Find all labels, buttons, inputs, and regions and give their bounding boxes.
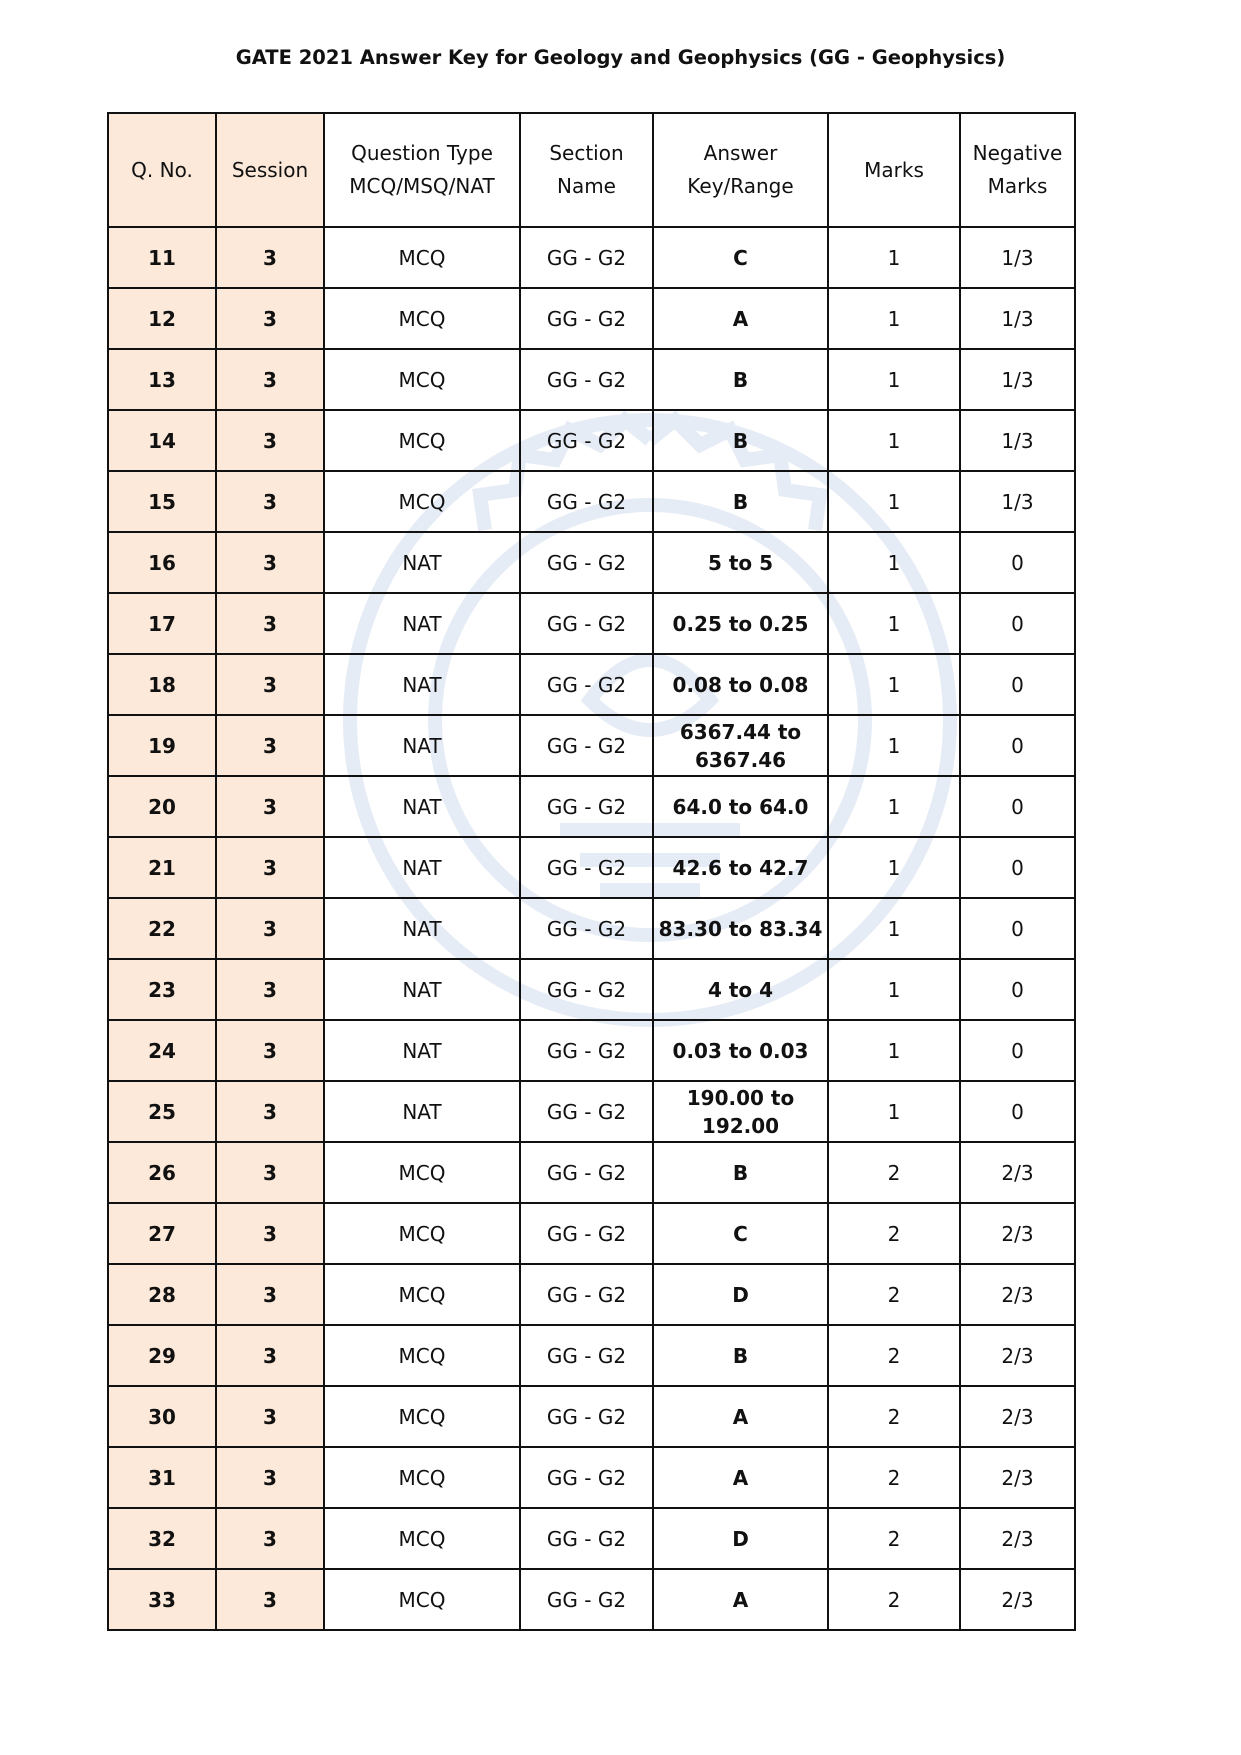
answer-key-cell: 0.25 to 0.25 [653, 593, 828, 654]
answer-key-table [107, 112, 1076, 1631]
table-row [108, 1569, 1075, 1630]
q-no-cell: 23 [108, 959, 216, 1020]
negative-marks-cell: 1/3 [960, 471, 1075, 532]
negative-marks-cell: 2/3 [960, 1264, 1075, 1325]
table-row [108, 959, 1075, 1020]
question-type-cell: NAT [324, 837, 520, 898]
marks-cell: 1 [828, 1020, 960, 1081]
question-type-cell: NAT [324, 532, 520, 593]
question-type-cell: MCQ [324, 1386, 520, 1447]
answer-key-cell: 83.30 to 83.34 [653, 898, 828, 959]
header-row [108, 113, 1075, 227]
session-cell: 3 [216, 410, 324, 471]
negative-marks-cell: 2/3 [960, 1386, 1075, 1447]
marks-cell: 1 [828, 1081, 960, 1142]
session-cell: 3 [216, 349, 324, 410]
session-cell: 3 [216, 1142, 324, 1203]
negative-marks-cell: 2/3 [960, 1508, 1075, 1569]
section-name-cell: GG - G2 [520, 471, 653, 532]
question-type-cell: MCQ [324, 1203, 520, 1264]
question-type-cell: NAT [324, 1020, 520, 1081]
table-row [108, 288, 1075, 349]
header-question-type: Question Type MCQ/MSQ/NAT [324, 113, 520, 227]
table-row [108, 898, 1075, 959]
session-cell: 3 [216, 959, 324, 1020]
section-name-cell: GG - G2 [520, 1264, 653, 1325]
marks-cell: 1 [828, 288, 960, 349]
negative-marks-cell: 0 [960, 959, 1075, 1020]
section-name-cell: GG - G2 [520, 1325, 653, 1386]
question-type-cell: MCQ [324, 227, 520, 288]
negative-marks-cell: 0 [960, 593, 1075, 654]
table-row [108, 349, 1075, 410]
section-name-cell: GG - G2 [520, 1508, 653, 1569]
negative-marks-cell: 0 [960, 715, 1075, 776]
section-name-cell: GG - G2 [520, 410, 653, 471]
table-row [108, 532, 1075, 593]
answer-key-cell: 42.6 to 42.7 [653, 837, 828, 898]
session-cell: 3 [216, 1203, 324, 1264]
marks-cell: 1 [828, 593, 960, 654]
session-cell: 3 [216, 1020, 324, 1081]
negative-marks-cell: 1/3 [960, 410, 1075, 471]
negative-marks-cell: 1/3 [960, 288, 1075, 349]
q-no-cell: 15 [108, 471, 216, 532]
section-name-cell: GG - G2 [520, 837, 653, 898]
q-no-cell: 30 [108, 1386, 216, 1447]
question-type-cell: MCQ [324, 1569, 520, 1630]
table-row [108, 593, 1075, 654]
question-type-cell: NAT [324, 776, 520, 837]
table-row [108, 715, 1075, 776]
question-type-cell: MCQ [324, 349, 520, 410]
question-type-cell: MCQ [324, 1447, 520, 1508]
session-cell: 3 [216, 1386, 324, 1447]
q-no-cell: 32 [108, 1508, 216, 1569]
session-cell: 3 [216, 654, 324, 715]
session-cell: 3 [216, 1264, 324, 1325]
section-name-cell: GG - G2 [520, 654, 653, 715]
table-row [108, 1508, 1075, 1569]
table-row [108, 1264, 1075, 1325]
table-row [108, 776, 1075, 837]
header-q-no: Q. No. [108, 113, 216, 227]
negative-marks-cell: 1/3 [960, 349, 1075, 410]
answer-key-cell: B [653, 410, 828, 471]
section-name-cell: GG - G2 [520, 1386, 653, 1447]
q-no-cell: 12 [108, 288, 216, 349]
question-type-cell: NAT [324, 1081, 520, 1142]
marks-cell: 2 [828, 1447, 960, 1508]
answer-key-cell: 0.08 to 0.08 [653, 654, 828, 715]
session-cell: 3 [216, 837, 324, 898]
negative-marks-cell: 1/3 [960, 227, 1075, 288]
question-type-cell: MCQ [324, 471, 520, 532]
negative-marks-cell: 0 [960, 837, 1075, 898]
question-type-cell: NAT [324, 593, 520, 654]
negative-marks-cell: 2/3 [960, 1447, 1075, 1508]
table-row [108, 837, 1075, 898]
marks-cell: 1 [828, 532, 960, 593]
q-no-cell: 31 [108, 1447, 216, 1508]
header-session: Session [216, 113, 324, 227]
question-type-cell: MCQ [324, 410, 520, 471]
marks-cell: 1 [828, 349, 960, 410]
q-no-cell: 16 [108, 532, 216, 593]
negative-marks-cell: 0 [960, 776, 1075, 837]
section-name-cell: GG - G2 [520, 349, 653, 410]
session-cell: 3 [216, 593, 324, 654]
marks-cell: 1 [828, 898, 960, 959]
question-type-cell: NAT [324, 715, 520, 776]
marks-cell: 1 [828, 654, 960, 715]
marks-cell: 1 [828, 837, 960, 898]
negative-marks-cell: 0 [960, 654, 1075, 715]
negative-marks-cell: 2/3 [960, 1142, 1075, 1203]
q-no-cell: 17 [108, 593, 216, 654]
session-cell: 3 [216, 1569, 324, 1630]
session-cell: 3 [216, 227, 324, 288]
question-type-cell: NAT [324, 654, 520, 715]
answer-key-cell: D [653, 1264, 828, 1325]
session-cell: 3 [216, 1447, 324, 1508]
section-name-cell: GG - G2 [520, 959, 653, 1020]
session-cell: 3 [216, 898, 324, 959]
header-section-name: Section Name [520, 113, 653, 227]
table-row [108, 1325, 1075, 1386]
answer-key-cell: 6367.44 to 6367.46 [653, 715, 828, 776]
session-cell: 3 [216, 532, 324, 593]
table-row [108, 1142, 1075, 1203]
session-cell: 3 [216, 288, 324, 349]
answer-key-cell: 0.03 to 0.03 [653, 1020, 828, 1081]
table-row [108, 471, 1075, 532]
table-row [108, 1203, 1075, 1264]
marks-cell: 1 [828, 776, 960, 837]
answer-key-cell: B [653, 471, 828, 532]
answer-rows [108, 227, 1075, 1630]
question-type-cell: NAT [324, 959, 520, 1020]
section-name-cell: GG - G2 [520, 593, 653, 654]
marks-cell: 1 [828, 410, 960, 471]
negative-marks-cell: 0 [960, 898, 1075, 959]
q-no-cell: 20 [108, 776, 216, 837]
answer-key-cell: A [653, 1569, 828, 1630]
session-cell: 3 [216, 471, 324, 532]
negative-marks-cell: 2/3 [960, 1325, 1075, 1386]
section-name-cell: GG - G2 [520, 1020, 653, 1081]
marks-cell: 2 [828, 1325, 960, 1386]
question-type-cell: NAT [324, 898, 520, 959]
question-type-cell: MCQ [324, 1264, 520, 1325]
session-cell: 3 [216, 1081, 324, 1142]
answer-key-cell: 190.00 to 192.00 [653, 1081, 828, 1142]
q-no-cell: 14 [108, 410, 216, 471]
session-cell: 3 [216, 776, 324, 837]
section-name-cell: GG - G2 [520, 1447, 653, 1508]
header-marks: Marks [828, 113, 960, 227]
answer-key-cell: C [653, 227, 828, 288]
negative-marks-cell: 0 [960, 532, 1075, 593]
table-row [108, 1386, 1075, 1447]
marks-cell: 2 [828, 1569, 960, 1630]
negative-marks-cell: 2/3 [960, 1203, 1075, 1264]
q-no-cell: 11 [108, 227, 216, 288]
marks-cell: 1 [828, 227, 960, 288]
section-name-cell: GG - G2 [520, 1142, 653, 1203]
answer-key-cell: A [653, 288, 828, 349]
answer-key-cell: A [653, 1386, 828, 1447]
marks-cell: 1 [828, 471, 960, 532]
negative-marks-cell: 0 [960, 1020, 1075, 1081]
table-row [108, 1020, 1075, 1081]
section-name-cell: GG - G2 [520, 288, 653, 349]
answer-key-cell: 64.0 to 64.0 [653, 776, 828, 837]
marks-cell: 2 [828, 1203, 960, 1264]
question-type-cell: MCQ [324, 288, 520, 349]
session-cell: 3 [216, 1325, 324, 1386]
section-name-cell: GG - G2 [520, 1081, 653, 1142]
header-answer-key: Answer Key/Range [653, 113, 828, 227]
answer-key-cell: C [653, 1203, 828, 1264]
q-no-cell: 25 [108, 1081, 216, 1142]
answer-key-cell: B [653, 349, 828, 410]
q-no-cell: 28 [108, 1264, 216, 1325]
session-cell: 3 [216, 715, 324, 776]
q-no-cell: 13 [108, 349, 216, 410]
answer-key-cell: B [653, 1142, 828, 1203]
marks-cell: 2 [828, 1142, 960, 1203]
section-name-cell: GG - G2 [520, 1569, 653, 1630]
section-name-cell: GG - G2 [520, 776, 653, 837]
table-row [108, 654, 1075, 715]
answer-key-cell: B [653, 1325, 828, 1386]
q-no-cell: 21 [108, 837, 216, 898]
answer-key-cell: D [653, 1508, 828, 1569]
q-no-cell: 33 [108, 1569, 216, 1630]
q-no-cell: 22 [108, 898, 216, 959]
q-no-cell: 27 [108, 1203, 216, 1264]
answer-key-cell: 5 to 5 [653, 532, 828, 593]
table-row [108, 410, 1075, 471]
q-no-cell: 18 [108, 654, 216, 715]
marks-cell: 2 [828, 1386, 960, 1447]
table-row [108, 227, 1075, 288]
question-type-cell: MCQ [324, 1142, 520, 1203]
question-type-cell: MCQ [324, 1508, 520, 1569]
negative-marks-cell: 0 [960, 1081, 1075, 1142]
session-cell: 3 [216, 1508, 324, 1569]
table-row [108, 1447, 1075, 1508]
table-row [108, 1081, 1075, 1142]
marks-cell: 2 [828, 1264, 960, 1325]
q-no-cell: 26 [108, 1142, 216, 1203]
header-negative-marks: Negative Marks [960, 113, 1075, 227]
section-name-cell: GG - G2 [520, 532, 653, 593]
marks-cell: 1 [828, 959, 960, 1020]
q-no-cell: 19 [108, 715, 216, 776]
section-name-cell: GG - G2 [520, 715, 653, 776]
answer-key-cell: 4 to 4 [653, 959, 828, 1020]
q-no-cell: 24 [108, 1020, 216, 1081]
section-name-cell: GG - G2 [520, 227, 653, 288]
section-name-cell: GG - G2 [520, 1203, 653, 1264]
marks-cell: 1 [828, 715, 960, 776]
section-name-cell: GG - G2 [520, 898, 653, 959]
q-no-cell: 29 [108, 1325, 216, 1386]
page-title: GATE 2021 Answer Key for Geology and Geophysics (GG - Geophysics) [235, 46, 1006, 69]
question-type-cell: MCQ [324, 1325, 520, 1386]
answer-key-cell: A [653, 1447, 828, 1508]
negative-marks-cell: 2/3 [960, 1569, 1075, 1630]
marks-cell: 2 [828, 1508, 960, 1569]
